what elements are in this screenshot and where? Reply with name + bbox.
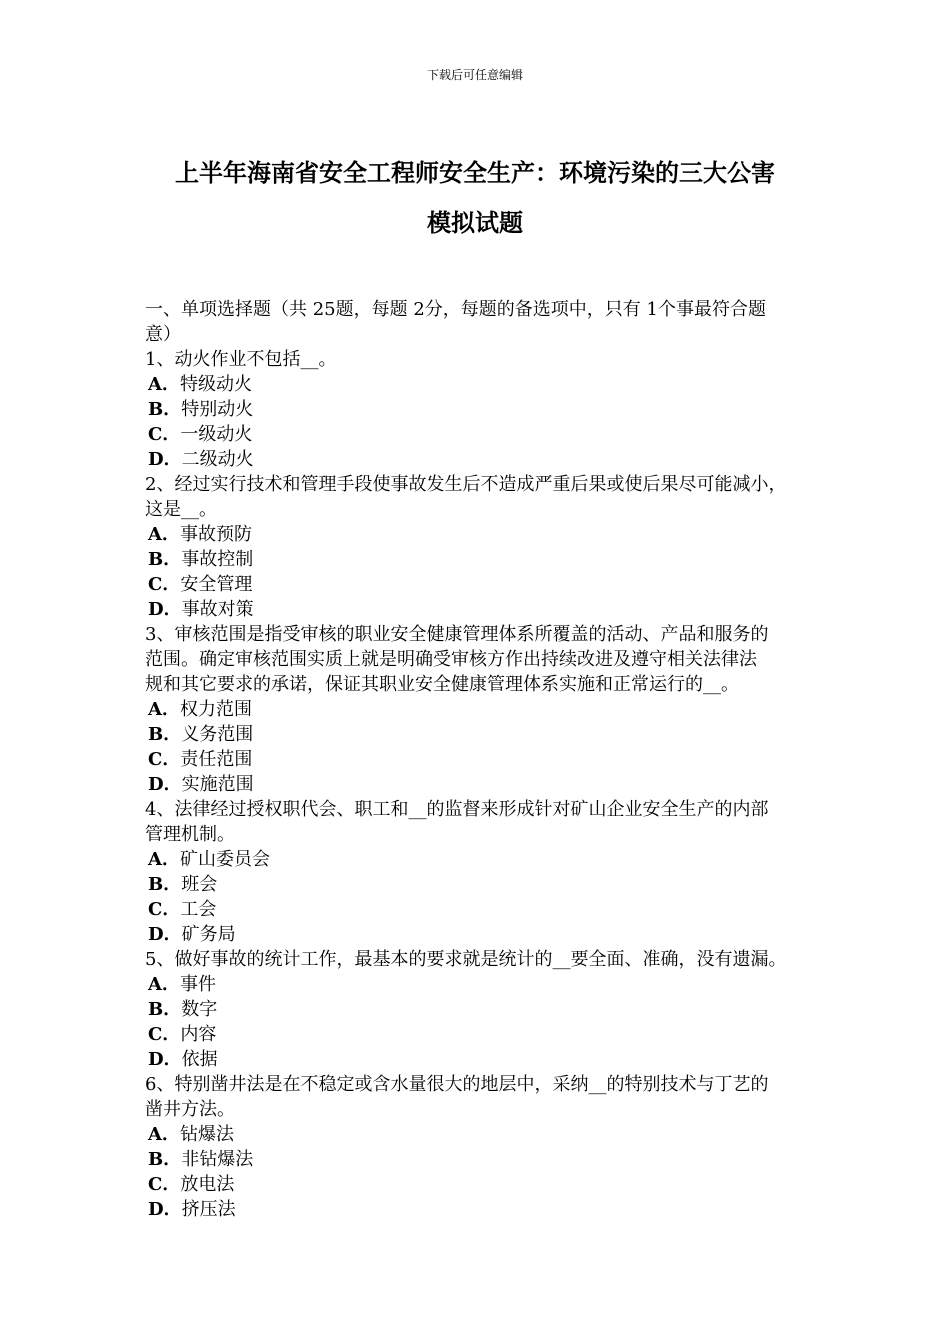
section-heading-line: 一、单项选择题（共 25题，每题 2分，每题的备选项中，只有 1个事最符合题 <box>145 299 766 320</box>
option-text: 安全管理 <box>180 574 253 595</box>
section-heading-line: 意） <box>145 324 181 345</box>
option-text: 矿山委员会 <box>179 849 270 870</box>
answer-option <box>145 997 815 1022</box>
title-line-2: 模拟试题 <box>427 208 523 237</box>
question-text-line: 管理机制。 <box>145 824 235 845</box>
question-text-line: 这是__。 <box>145 499 217 520</box>
answer-option <box>145 847 815 872</box>
option-text: 二级动火 <box>181 449 254 470</box>
answer-option <box>145 397 815 422</box>
answer-option <box>145 1147 815 1172</box>
option-letter: C． <box>148 1024 181 1045</box>
option-letter: C． <box>148 899 181 920</box>
question-text-line: 3、审核范围是指受审核的职业安全健康管理体系所覆盖的活动、产品和服务的 <box>145 624 769 645</box>
answer-option <box>145 972 815 997</box>
option-text: 事故预防 <box>179 524 252 545</box>
option-text: 放电法 <box>180 1174 235 1195</box>
option-text: 责任范围 <box>180 749 253 770</box>
question-text-line: 6、特别凿井法是在不稳定或含水量很大的地层中，采纳__的特别技术与丁艺的 <box>145 1074 769 1095</box>
option-letter: B． <box>148 399 182 420</box>
option-letter: B． <box>148 874 182 895</box>
question-6 <box>145 1072 815 1222</box>
header-note: 下载后可任意编辑 <box>426 68 523 82</box>
question-text-line: 规和其它要求的承诺，保证其职业安全健康管理体系实施和正常运行的__。 <box>145 674 739 695</box>
option-letter: D． <box>148 1199 182 1220</box>
option-letter: C． <box>148 574 181 595</box>
document-body <box>145 297 815 1222</box>
answer-option <box>145 597 815 622</box>
option-text: 实施范围 <box>181 774 254 795</box>
option-letter: D． <box>148 599 182 620</box>
option-letter: D． <box>148 1049 182 1070</box>
option-letter: B． <box>148 549 182 570</box>
option-letter: D． <box>148 924 182 945</box>
option-text: 内容 <box>180 1024 217 1045</box>
question-1 <box>145 347 815 472</box>
answer-option <box>145 722 815 747</box>
option-text: 工会 <box>180 899 217 920</box>
option-text: 矿务局 <box>181 924 236 945</box>
question-text-line: 凿井方法。 <box>145 1099 235 1120</box>
answer-option <box>145 422 815 447</box>
option-text: 事故控制 <box>181 549 254 570</box>
question-text-line: 1、动火作业不包括__。 <box>145 349 337 370</box>
document-title <box>100 148 850 248</box>
option-letter: C． <box>148 749 181 770</box>
option-letter: A． <box>148 849 180 870</box>
option-text: 非钻爆法 <box>181 1149 254 1170</box>
title-line-1: 上半年海南省安全工程师安全生产：环境污染的三大公害 <box>175 158 775 187</box>
option-letter: C． <box>148 424 181 445</box>
option-text: 数字 <box>181 999 218 1020</box>
answer-option <box>145 1022 815 1047</box>
option-letter: C． <box>148 1174 181 1195</box>
option-text: 特级动火 <box>179 374 252 395</box>
answer-option <box>145 547 815 572</box>
option-letter: A． <box>148 699 180 720</box>
answer-option <box>145 922 815 947</box>
option-text: 权力范围 <box>179 699 252 720</box>
answer-option <box>145 447 815 472</box>
question-text-line: 4、法律经过授权职代会、职工和__的监督来形成针对矿山企业安全生产的内部 <box>145 799 769 820</box>
option-letter: A． <box>148 524 180 545</box>
option-text: 挤压法 <box>181 1199 236 1220</box>
question-text-line: 范围。确定审核范围实质上就是明确受审核方作出持续改进及遵守相关法律法 <box>145 649 757 670</box>
option-text: 义务范围 <box>181 724 254 745</box>
question-5 <box>145 947 815 1072</box>
answer-option <box>145 697 815 722</box>
option-text: 特别动火 <box>181 399 254 420</box>
option-letter: B． <box>148 724 182 745</box>
option-letter: A． <box>148 374 180 395</box>
answer-option <box>145 572 815 597</box>
question-text-line: 2、经过实行技术和管理手段使事故发生后不造成严重后果或使后果尽可能减小， <box>145 474 787 495</box>
option-letter: D． <box>148 449 182 470</box>
answer-option <box>145 772 815 797</box>
question-2 <box>145 472 815 622</box>
answer-option <box>145 1047 815 1072</box>
answer-option <box>145 1172 815 1197</box>
question-list <box>145 347 815 1222</box>
option-text: 班会 <box>181 874 218 895</box>
answer-option <box>145 522 815 547</box>
section-heading <box>145 297 815 347</box>
option-letter: B． <box>148 1149 182 1170</box>
question-4 <box>145 797 815 947</box>
option-text: 事故对策 <box>181 599 254 620</box>
option-text: 钻爆法 <box>179 1124 234 1145</box>
answer-option <box>145 372 815 397</box>
answer-option <box>145 897 815 922</box>
option-text: 依据 <box>181 1049 218 1070</box>
answer-option <box>145 1197 815 1222</box>
option-text: 一级动火 <box>180 424 253 445</box>
option-text: 事件 <box>179 974 216 995</box>
option-letter: B． <box>148 999 182 1020</box>
answer-option <box>145 747 815 772</box>
question-text-line: 5、做好事故的统计工作，最基本的要求就是统计的__要全面、准确，没有遗漏。 <box>145 949 787 970</box>
option-letter: A． <box>148 974 180 995</box>
answer-option <box>145 872 815 897</box>
question-3 <box>145 622 815 797</box>
option-letter: A． <box>148 1124 180 1145</box>
option-letter: D． <box>148 774 182 795</box>
answer-option <box>145 1122 815 1147</box>
